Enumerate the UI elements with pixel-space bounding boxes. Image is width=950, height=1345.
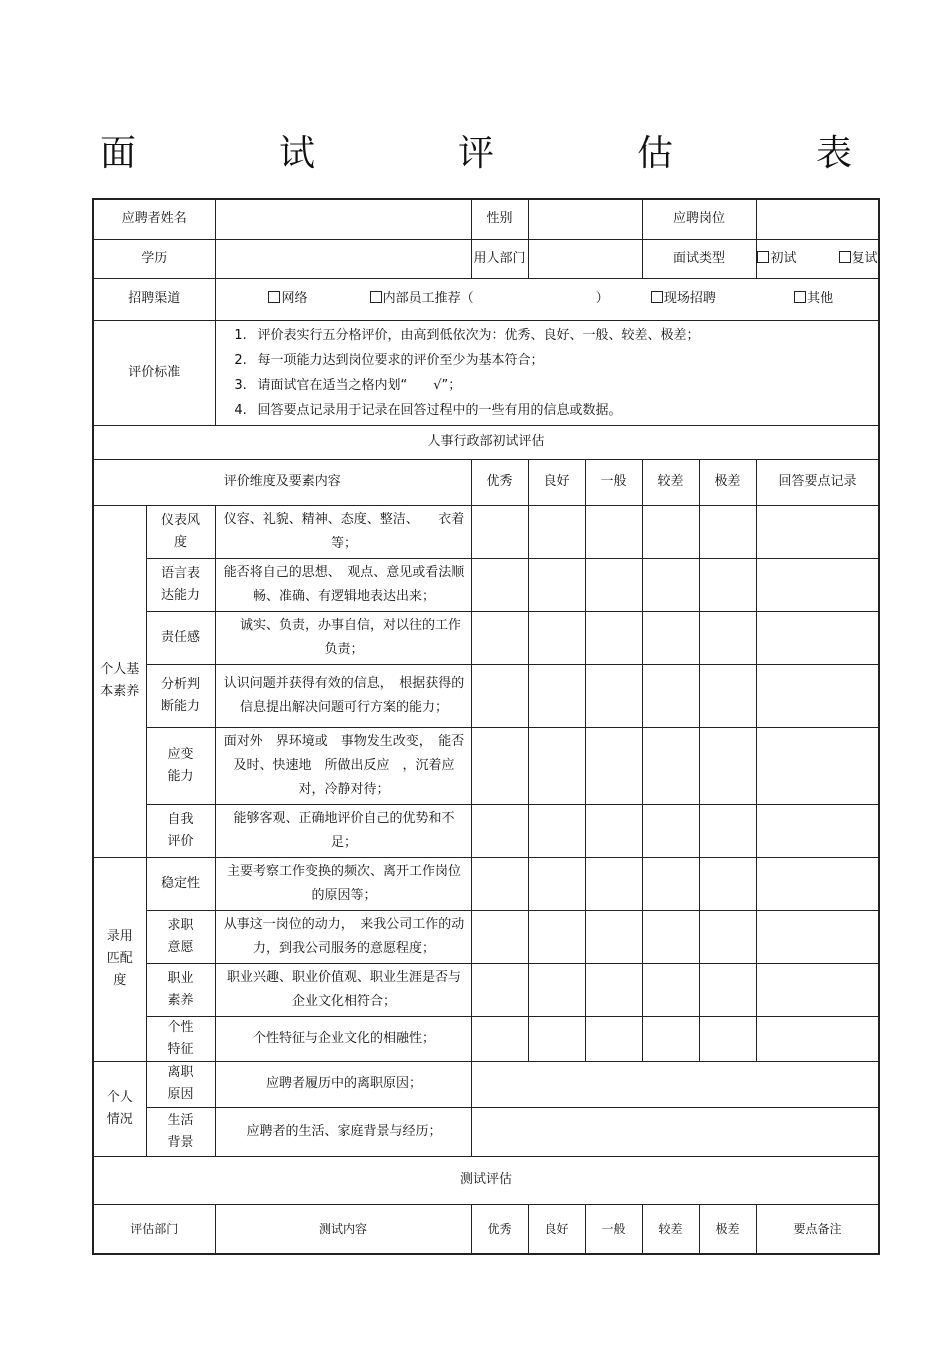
notes-cell[interactable]: [756, 558, 879, 611]
checkbox-icon[interactable]: [268, 291, 280, 303]
rating-cell[interactable]: [642, 505, 699, 558]
rating-cell[interactable]: [699, 558, 756, 611]
rating-cell[interactable]: [699, 1016, 756, 1061]
title-char: 表: [815, 132, 852, 174]
checkbox-icon[interactable]: [839, 251, 851, 263]
position-field[interactable]: [756, 199, 879, 239]
standard-item: 1. 评价表实行五分格评价，由高到低依次为：优秀、良好、一般、较差、极差；: [234, 327, 700, 343]
rating-cell[interactable]: [585, 1016, 642, 1061]
column-header: 较差: [642, 1204, 699, 1254]
rating-cell[interactable]: [642, 857, 699, 910]
item-description: 能够客观、正确地评价自己的优势和不足；: [215, 804, 471, 857]
channel-referral-close: ）: [595, 291, 609, 306]
column-header: 要点备注: [756, 1204, 879, 1254]
notes-cell[interactable]: [756, 611, 879, 664]
item-description: 认识问题并获得有效的信息， 根据获得的信息提出解决问题可行方案的能力；: [215, 664, 471, 727]
rating-cell[interactable]: [642, 558, 699, 611]
rating-cell[interactable]: [699, 910, 756, 963]
notes-cell[interactable]: [756, 664, 879, 727]
rating-cell[interactable]: [528, 505, 585, 558]
interview-type-label: 面试类型: [642, 239, 756, 278]
hr-section-title: 人事行政部初试评估: [93, 425, 879, 459]
rating-cell[interactable]: [471, 804, 528, 857]
channel-option-online[interactable]: 网络: [268, 287, 307, 311]
test-section-title: 测试评估: [93, 1156, 879, 1204]
column-header: 较差: [642, 459, 699, 505]
second-interview-option[interactable]: 复试: [839, 247, 878, 271]
column-header: 极差: [699, 459, 756, 505]
standard-item: 3. 请面试官在适当之格内划“ √”；: [234, 377, 462, 393]
item-description: 个性特征与企业文化的相融性；: [215, 1016, 471, 1061]
item-description: 应聘者的生活、家庭背景与经历；: [215, 1107, 471, 1156]
rating-cell[interactable]: [585, 727, 642, 804]
item-name: 求职意愿: [146, 910, 215, 963]
standard-list: [215, 320, 879, 425]
item-description: 从事这一岗位的动力， 来我公司工作的动力，到我公司服务的意愿程度；: [215, 910, 471, 963]
item-name: 应变能力: [146, 727, 215, 804]
notes-cell[interactable]: [756, 1016, 879, 1061]
group-label: 个人基本素养: [93, 505, 146, 857]
column-header: 良好: [528, 459, 585, 505]
interview-type-options: [756, 239, 879, 278]
rating-cell[interactable]: [471, 910, 528, 963]
notes-cell[interactable]: [756, 804, 879, 857]
column-header: 良好: [528, 1204, 585, 1254]
title-char: 面: [100, 132, 137, 174]
item-name: 离职原因: [146, 1061, 215, 1107]
notes-cell[interactable]: [756, 857, 879, 910]
checkbox-icon[interactable]: [370, 291, 382, 303]
column-header: 测试内容: [215, 1204, 471, 1254]
item-name: 分析判断能力: [146, 664, 215, 727]
group-label: 录用匹配度: [93, 857, 146, 1061]
item-description: 诚实、负责，办事自信，对以往的工作负责；: [215, 611, 471, 664]
rating-cell[interactable]: [642, 1016, 699, 1061]
column-header: 优秀: [471, 459, 528, 505]
column-header: 优秀: [471, 1204, 528, 1254]
item-description: 仪容、礼貌、精神、态度、整洁、 衣着等；: [215, 505, 471, 558]
rating-cell[interactable]: [471, 664, 528, 727]
checkbox-icon[interactable]: [794, 291, 806, 303]
rating-cell[interactable]: [471, 857, 528, 910]
channel-option-onsite[interactable]: 现场招聘: [651, 287, 716, 311]
education-label: 学历: [93, 239, 215, 278]
item-description: 能否将自己的思想、 观点、意见或看法顺畅、准确、有逻辑地表达出来；: [215, 558, 471, 611]
rating-cell[interactable]: [642, 910, 699, 963]
answer-cell[interactable]: [471, 1061, 879, 1107]
rating-cell[interactable]: [471, 558, 528, 611]
rating-cell[interactable]: [528, 1016, 585, 1061]
rating-cell[interactable]: [642, 963, 699, 1016]
rating-cell[interactable]: [699, 664, 756, 727]
rating-cell[interactable]: [699, 857, 756, 910]
rating-cell[interactable]: [585, 910, 642, 963]
rating-cell[interactable]: [528, 804, 585, 857]
channel-options: [215, 278, 879, 320]
rating-cell[interactable]: [699, 505, 756, 558]
notes-cell[interactable]: [756, 910, 879, 963]
title-char: 估: [636, 132, 673, 174]
page-title: [100, 128, 852, 172]
item-description: 应聘者履历中的离职原因；: [215, 1061, 471, 1107]
rating-cell[interactable]: [585, 505, 642, 558]
rating-cell[interactable]: [528, 857, 585, 910]
rating-cell[interactable]: [528, 611, 585, 664]
rating-cell[interactable]: [471, 505, 528, 558]
item-description: 主要考察工作变换的频次、离开工作岗位的原因等；: [215, 857, 471, 910]
rating-cell[interactable]: [471, 1016, 528, 1061]
rating-cell[interactable]: [528, 727, 585, 804]
first-interview-option[interactable]: 初试: [757, 247, 796, 271]
standard-item: 2. 每一项能力达到岗位要求的评价至少为基本符合；: [234, 352, 544, 368]
name-label: 应聘者姓名: [93, 199, 215, 239]
gender-field[interactable]: [528, 199, 642, 239]
rating-cell[interactable]: [585, 857, 642, 910]
rating-cell[interactable]: [471, 611, 528, 664]
channel-label: 招聘渠道: [93, 278, 215, 320]
rating-cell[interactable]: [528, 664, 585, 727]
rating-cell[interactable]: [471, 963, 528, 1016]
group-label: 个人情况: [93, 1061, 146, 1156]
rating-cell[interactable]: [585, 611, 642, 664]
name-field[interactable]: [215, 199, 471, 239]
notes-cell[interactable]: [756, 963, 879, 1016]
department-field[interactable]: [528, 239, 642, 278]
item-name: 语言表达能力: [146, 558, 215, 611]
rating-cell[interactable]: [699, 611, 756, 664]
notes-cell[interactable]: [756, 727, 879, 804]
standard-label: 评价标准: [93, 320, 215, 425]
standard-item: 4. 回答要点记录用于记录在回答过程中的一些有用的信息或数据。: [234, 402, 622, 418]
rating-cell[interactable]: [699, 963, 756, 1016]
education-field[interactable]: [215, 239, 471, 278]
rating-cell[interactable]: [528, 910, 585, 963]
rating-cell[interactable]: [642, 664, 699, 727]
channel-option-referral[interactable]: 内部员工推荐（: [370, 287, 474, 311]
notes-cell[interactable]: [756, 505, 879, 558]
column-header: 极差: [699, 1204, 756, 1254]
gender-label: 性别: [471, 199, 528, 239]
column-header: 评估部门: [93, 1204, 215, 1254]
item-name: 仪表风度: [146, 505, 215, 558]
rating-cell[interactable]: [585, 664, 642, 727]
rating-cell[interactable]: [642, 611, 699, 664]
rating-cell[interactable]: [699, 804, 756, 857]
channel-option-other[interactable]: 其他: [794, 287, 833, 311]
title-char: 试: [278, 132, 315, 174]
rating-cell[interactable]: [585, 804, 642, 857]
item-name: 生活背景: [146, 1107, 215, 1156]
department-label: 用人部门: [471, 239, 528, 278]
item-description: 面对外 界环境或 事物发生改变， 能否及时、快速地 所做出反应 ，沉着应对，冷静对待；: [215, 727, 471, 804]
rating-cell[interactable]: [642, 727, 699, 804]
rating-cell[interactable]: [471, 727, 528, 804]
item-name: 自我评价: [146, 804, 215, 857]
rating-cell[interactable]: [528, 558, 585, 611]
title-char: 评: [457, 132, 494, 174]
item-description: 职业兴趣、职业价值观、职业生涯是否与企业文化相符合；: [215, 963, 471, 1016]
item-name: 责任感: [146, 611, 215, 664]
rating-cell[interactable]: [699, 727, 756, 804]
column-header: 一般: [585, 1204, 642, 1254]
column-header: 评价维度及要素内容: [93, 459, 471, 505]
interview-form-table: [92, 198, 880, 1255]
rating-cell[interactable]: [585, 963, 642, 1016]
column-header: 回答要点记录: [756, 459, 879, 505]
rating-cell[interactable]: [585, 558, 642, 611]
rating-cell[interactable]: [528, 963, 585, 1016]
rating-cell[interactable]: [642, 804, 699, 857]
column-header: 一般: [585, 459, 642, 505]
position-label: 应聘岗位: [642, 199, 756, 239]
checkbox-icon[interactable]: [757, 251, 769, 263]
answer-cell[interactable]: [471, 1107, 879, 1156]
checkbox-icon[interactable]: [651, 291, 663, 303]
item-name: 职业素养: [146, 963, 215, 1016]
item-name: 稳定性: [146, 857, 215, 910]
item-name: 个性特征: [146, 1016, 215, 1061]
